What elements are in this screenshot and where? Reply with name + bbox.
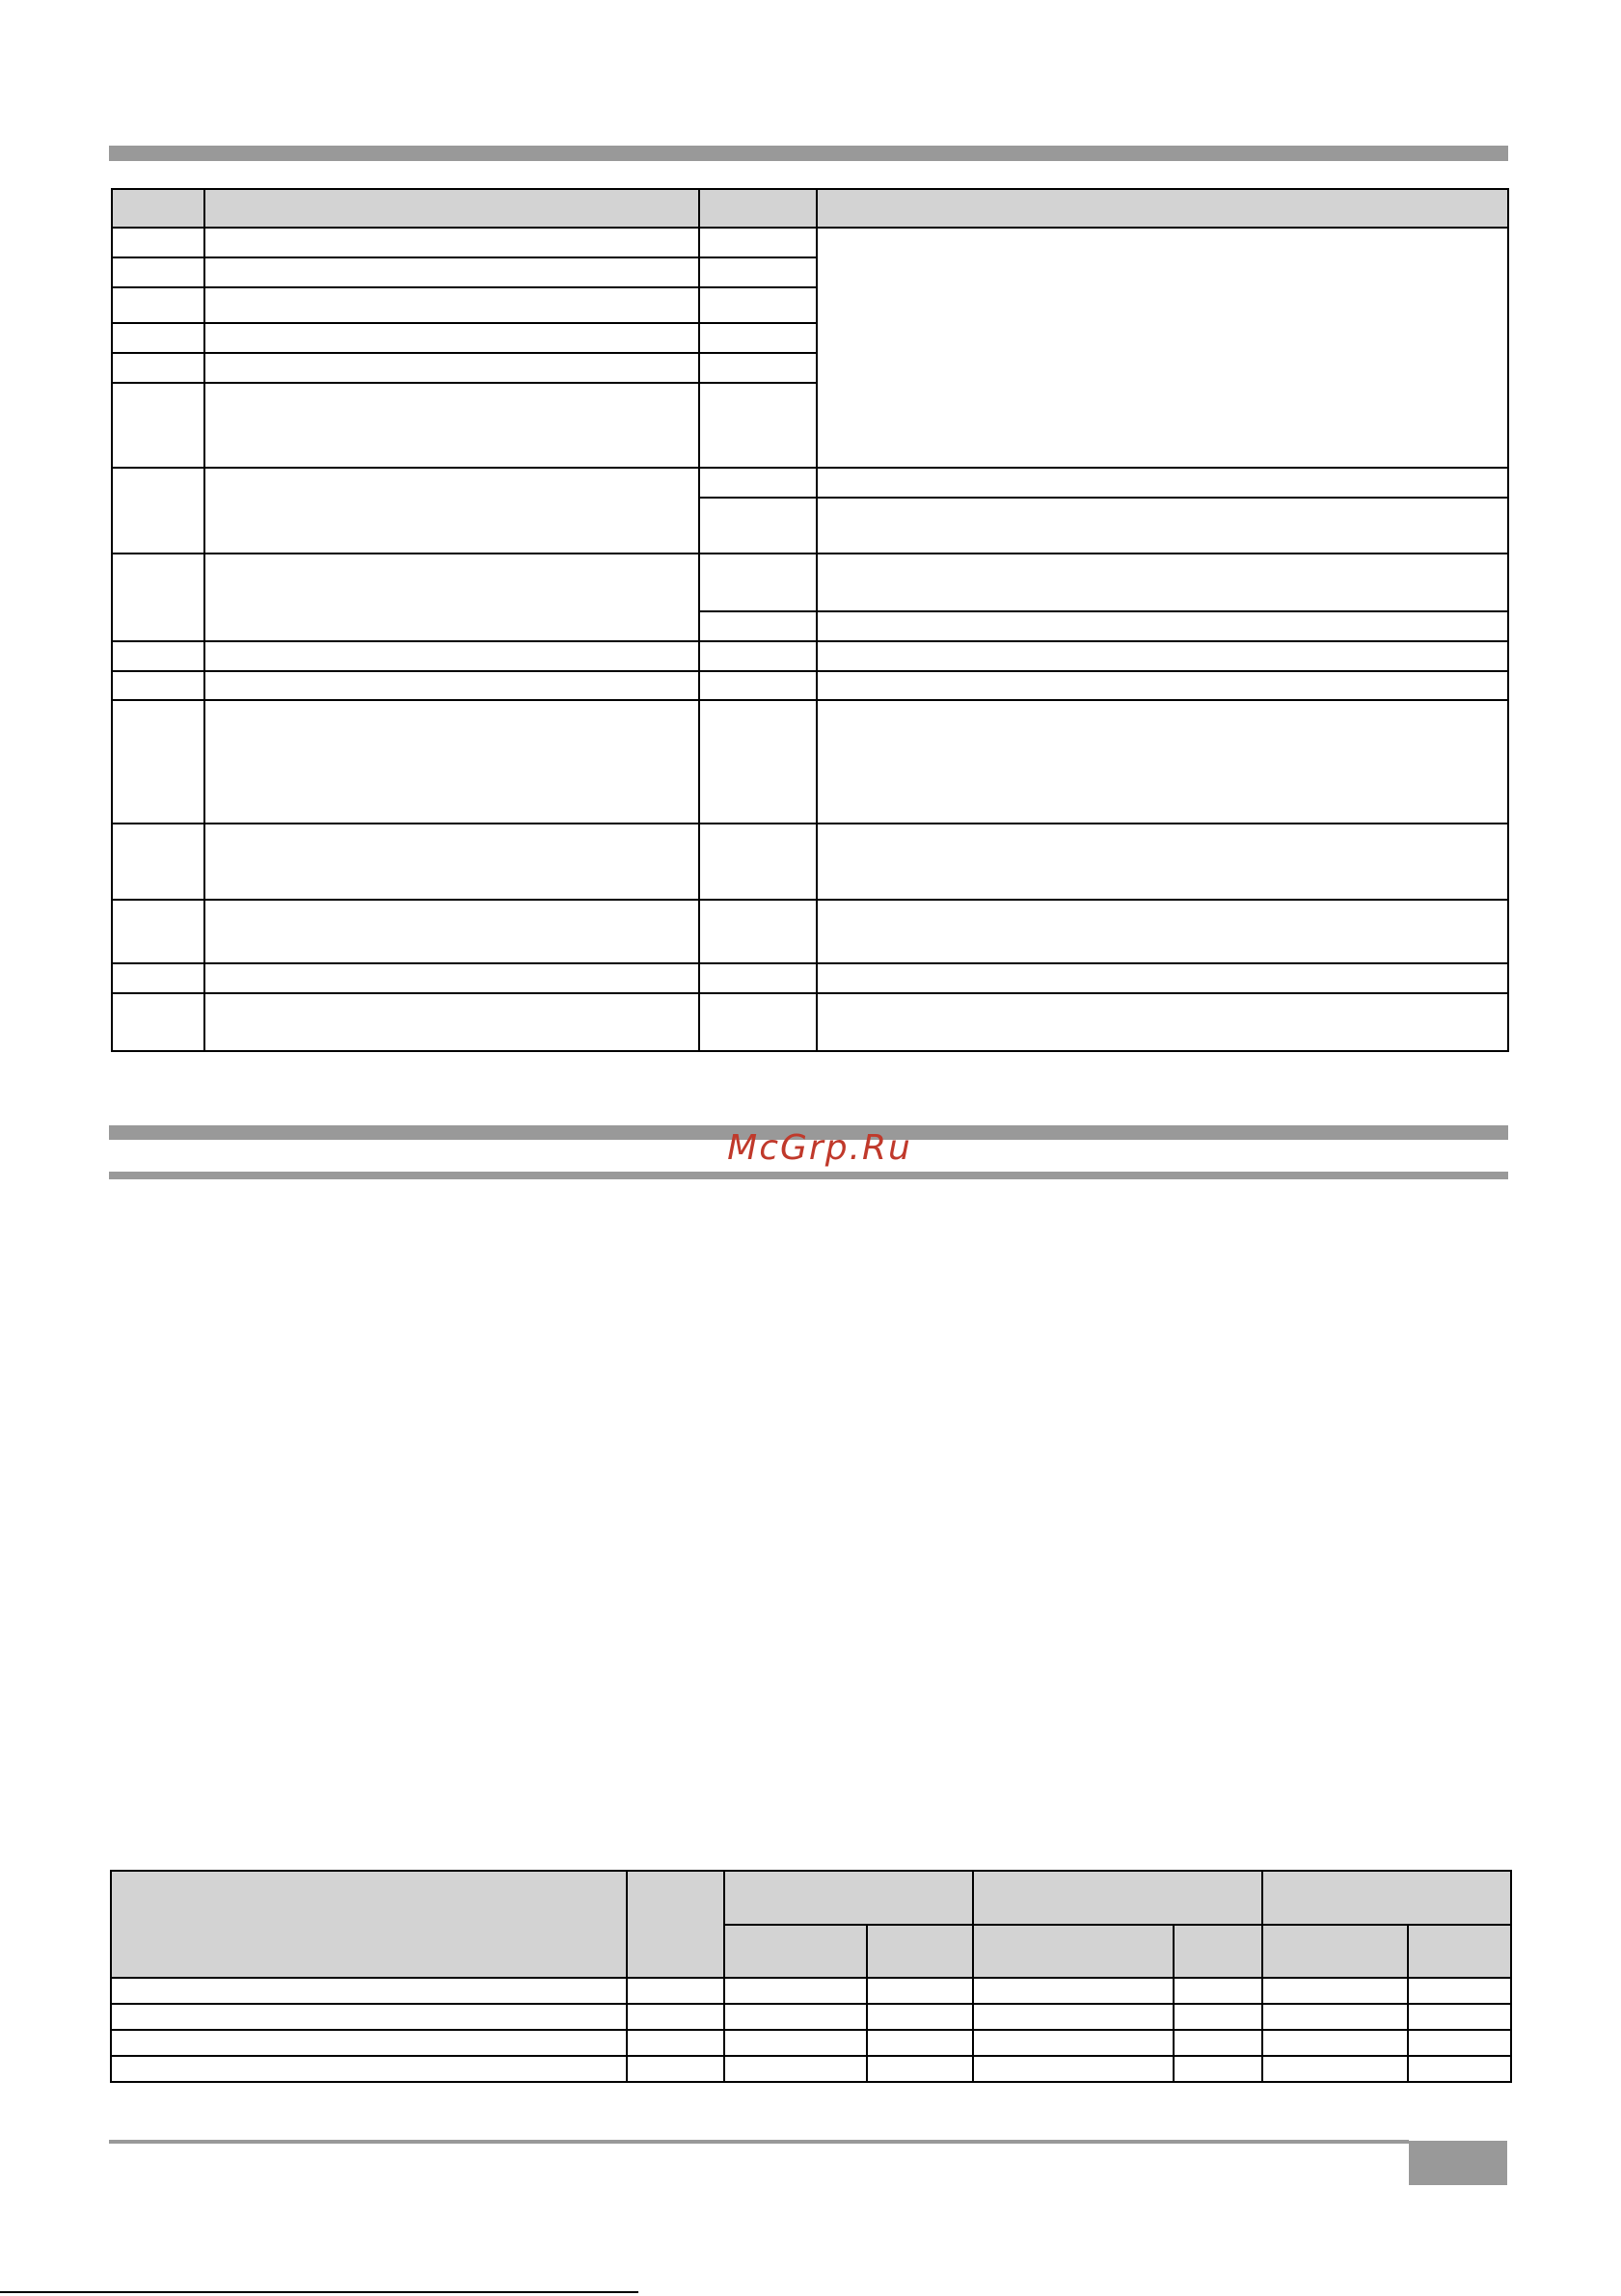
bottom-edge-line (0, 2291, 638, 2293)
table-cell (112, 353, 204, 383)
table-cell (699, 671, 817, 700)
table-cell (1408, 2030, 1511, 2056)
header-cell (724, 1925, 867, 1978)
table-cell (867, 2056, 973, 2082)
table-cell (699, 554, 817, 611)
table-row (112, 228, 1508, 257)
table-row (112, 963, 1508, 993)
header-cell (1174, 1925, 1262, 1978)
table-cell (627, 2030, 724, 2056)
table-cell (204, 383, 699, 468)
table-cell (627, 1978, 724, 2004)
table-cell (973, 2030, 1174, 2056)
table-row (112, 824, 1508, 900)
table-cell (817, 993, 1508, 1051)
table-cell (204, 287, 699, 323)
header-cell (1262, 1925, 1408, 1978)
header-cell (724, 1871, 973, 1925)
table-cell (204, 963, 699, 993)
table-cell (817, 554, 1508, 611)
table-cell (112, 993, 204, 1051)
table-cell (817, 641, 1508, 671)
table-cell (627, 2004, 724, 2030)
table-cell (1174, 2004, 1262, 2030)
table-cell (112, 323, 204, 353)
table-row (111, 1978, 1511, 2004)
section-rule-thin (109, 1172, 1508, 1179)
table-cell (112, 963, 204, 993)
table-cell (699, 468, 817, 498)
table-cell (204, 641, 699, 671)
table-cell (111, 1978, 627, 2004)
table-cell (699, 323, 817, 353)
table-cell (204, 323, 699, 353)
table-cell (699, 900, 817, 963)
table-cell (111, 2030, 627, 2056)
table-cell (867, 2004, 973, 2030)
table-cell (204, 993, 699, 1051)
table-cell (699, 287, 817, 323)
table-cell (817, 611, 1508, 641)
table-cell (817, 468, 1508, 498)
header-cell (1408, 1925, 1511, 1978)
table-row (112, 468, 1508, 498)
table-row (111, 2030, 1511, 2056)
table-cell (112, 641, 204, 671)
table-cell (1262, 2004, 1408, 2030)
table-cell (817, 498, 1508, 554)
table-cell (1174, 2030, 1262, 2056)
table-cell (627, 2056, 724, 2082)
table-row (112, 900, 1508, 963)
header-cell (111, 1871, 627, 1978)
table-cell (817, 228, 1508, 468)
header-cell (867, 1925, 973, 1978)
table-cell (112, 257, 204, 287)
table-cell (112, 383, 204, 468)
table-cell (817, 824, 1508, 900)
header-cell (973, 1925, 1174, 1978)
table-cell (112, 468, 204, 554)
table-cell (867, 1978, 973, 2004)
table-cell (112, 554, 204, 641)
table-cell (817, 963, 1508, 993)
footer-rule (109, 2140, 1409, 2144)
header-cell (112, 189, 204, 228)
table-cell (111, 2004, 627, 2030)
table-cell (699, 963, 817, 993)
table-cell (699, 611, 817, 641)
table-cell (204, 900, 699, 963)
table-cell (724, 2030, 867, 2056)
table-cell (699, 498, 817, 554)
table-cell (699, 353, 817, 383)
table-cell (1174, 2056, 1262, 2082)
table-cell (973, 2004, 1174, 2030)
table-cell (204, 700, 699, 824)
table-cell (1262, 1978, 1408, 2004)
table-cell (1262, 2056, 1408, 2082)
header-cell (817, 189, 1508, 228)
header-cell (204, 189, 699, 228)
table-row (111, 2004, 1511, 2030)
header-cell (699, 189, 817, 228)
table-cell (204, 228, 699, 257)
table-cell (699, 993, 817, 1051)
top-rule (109, 146, 1508, 161)
table-header-row (111, 1871, 1511, 1925)
table-cell (699, 824, 817, 900)
table-cell (112, 824, 204, 900)
table-row (111, 2056, 1511, 2082)
watermark-text: McGrp.Ru (727, 1128, 912, 1168)
table-cell (973, 2056, 1174, 2082)
table-row (112, 671, 1508, 700)
table-cell (204, 671, 699, 700)
table-cell (112, 287, 204, 323)
table-cell (817, 700, 1508, 824)
table-cell (1408, 2004, 1511, 2030)
table-cell (204, 824, 699, 900)
table-cell (867, 2030, 973, 2056)
upper-table (111, 188, 1509, 1052)
header-cell (973, 1871, 1262, 1925)
table-row (112, 554, 1508, 611)
lower-table (110, 1870, 1512, 2083)
table-cell (204, 257, 699, 287)
table-cell (112, 228, 204, 257)
table-cell (111, 2056, 627, 2082)
table-cell (699, 641, 817, 671)
table-cell (724, 2056, 867, 2082)
table-cell (1174, 1978, 1262, 2004)
table-cell (724, 1978, 867, 2004)
table-cell (112, 700, 204, 824)
header-cell (1262, 1871, 1511, 1925)
header-cell (627, 1871, 724, 1978)
table-cell (724, 2004, 867, 2030)
table-cell (112, 671, 204, 700)
table-cell (204, 353, 699, 383)
table-row (112, 641, 1508, 671)
table-cell (699, 228, 817, 257)
table-cell (817, 671, 1508, 700)
table-cell (112, 900, 204, 963)
table-row (112, 700, 1508, 824)
table-cell (699, 383, 817, 468)
table-cell (204, 554, 699, 641)
table-row (112, 993, 1508, 1051)
table-cell (817, 900, 1508, 963)
table-header-row (112, 189, 1508, 228)
table-cell (1408, 1978, 1511, 2004)
table-cell (204, 468, 699, 554)
table-cell (973, 1978, 1174, 2004)
table-cell (1262, 2030, 1408, 2056)
table-cell (699, 700, 817, 824)
page-number-box (1409, 2141, 1507, 2185)
table-cell (699, 257, 817, 287)
table-cell (1408, 2056, 1511, 2082)
